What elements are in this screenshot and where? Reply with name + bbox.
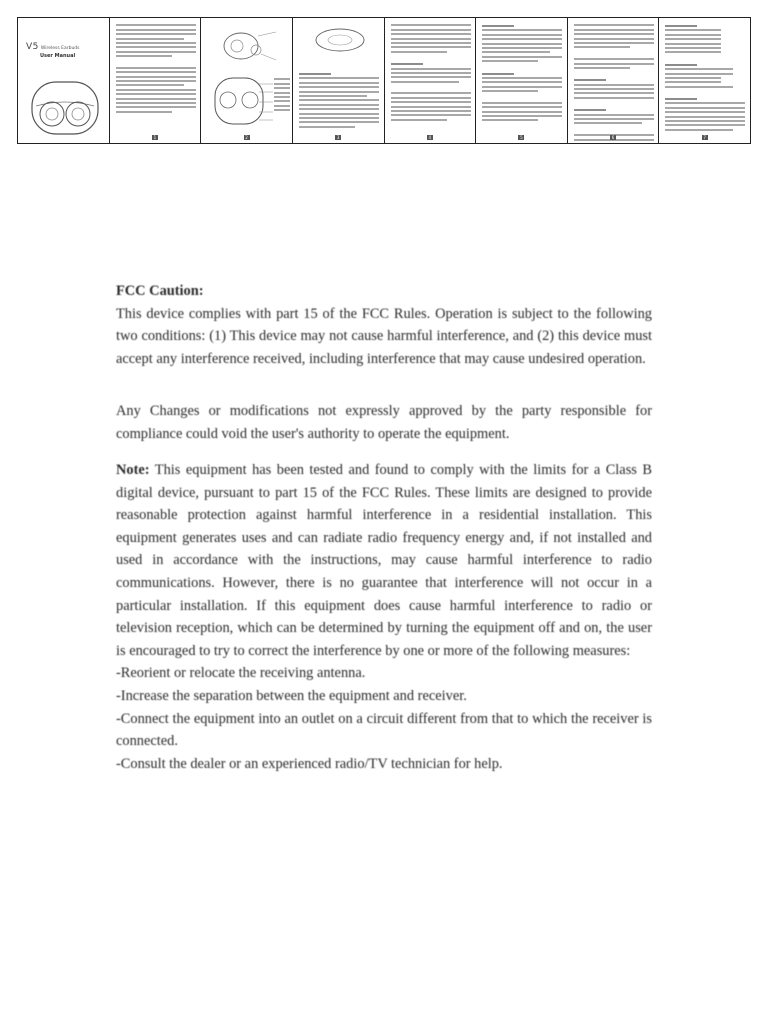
panel-text: [665, 22, 745, 133]
manual-diagram-panel: [201, 18, 293, 143]
page-number: 1: [153, 135, 157, 140]
manual-title: User Manual: [40, 53, 76, 59]
page-number: 2: [245, 135, 248, 140]
manual-specs-panel: [659, 18, 750, 143]
intro-text: [116, 22, 196, 115]
brand-subtitle: Wireless Earbuds: [40, 46, 80, 51]
pairing-text: [299, 70, 379, 130]
fcc-note-section: [116, 459, 652, 775]
panel-text: [391, 22, 471, 123]
manual-intro-panel: [110, 18, 202, 143]
page-number: 3: [336, 135, 340, 140]
page-number: 5: [520, 135, 523, 140]
manual-text-panel: [568, 18, 660, 143]
earbud-illustration: [295, 24, 385, 64]
note-text: This equipment has been tested and found to comply with the limits for a Class B digital device, pursuant to part 15 of the FCC Rules. These limits are designed to provide reasonable protection against harmful interference in a residential installation. This equipment generates uses and can radiate radio frequency energy and, if not installed and used in accordance with the instructions, may cause harmful interference to radio communications. However, there is no guarantee that interference will not occur in a particular installation. If this equipment does cause harmful interference to radio or television reception, which can be determined by turning the equipment off and on, the user is encouraged to try to correct the interference by one or more of the following measures:: [116, 462, 652, 659]
measure-item: -Consult the dealer or an experienced radio/TV technician for help.: [116, 755, 503, 772]
manual-cover-panel: [18, 18, 110, 143]
manual-text-panel: [476, 18, 568, 143]
earbuds-case-illustration: [20, 76, 110, 141]
fcc-paragraph-2: Any Changes or modifications not expressly approved by the party responsible for compliance could void the user's authority to operate the equipment.: [116, 403, 652, 442]
fcc-paragraph-1: This device complies with part 15 of the FCC Rules. Operation is subject to the following two conditions: (1) This device may not cause harmful interference, and (2) this device must accept any interference received, including interference that may cause undesired operation.: [116, 305, 652, 367]
fcc-section: [116, 280, 652, 370]
manual-strip: [17, 17, 751, 144]
manual-brand: [26, 34, 80, 53]
measure-item: -Increase the separation between the equipment and receiver.: [116, 687, 467, 704]
diagram-callouts: [274, 76, 290, 114]
page-number: 6: [611, 135, 615, 140]
note-label: Note:: [116, 462, 150, 478]
fcc-title: FCC Caution:: [116, 283, 204, 299]
brand-logo: V5: [26, 42, 39, 52]
measure-item: -Connect the equipment into an outlet on a circuit different from that to which the receiver is connected.: [116, 710, 652, 750]
manual-pairing-panel: [293, 18, 385, 143]
fcc-paragraph-3: [116, 459, 652, 662]
page-number: 7: [703, 135, 706, 140]
manual-text-panel: [385, 18, 477, 143]
page-number: 4: [428, 135, 432, 140]
panel-text: [574, 22, 654, 143]
measure-item: -Reorient or relocate the receiving antenna.: [116, 665, 366, 682]
panel-text: [482, 22, 562, 124]
fcc-modifications: [116, 400, 652, 445]
